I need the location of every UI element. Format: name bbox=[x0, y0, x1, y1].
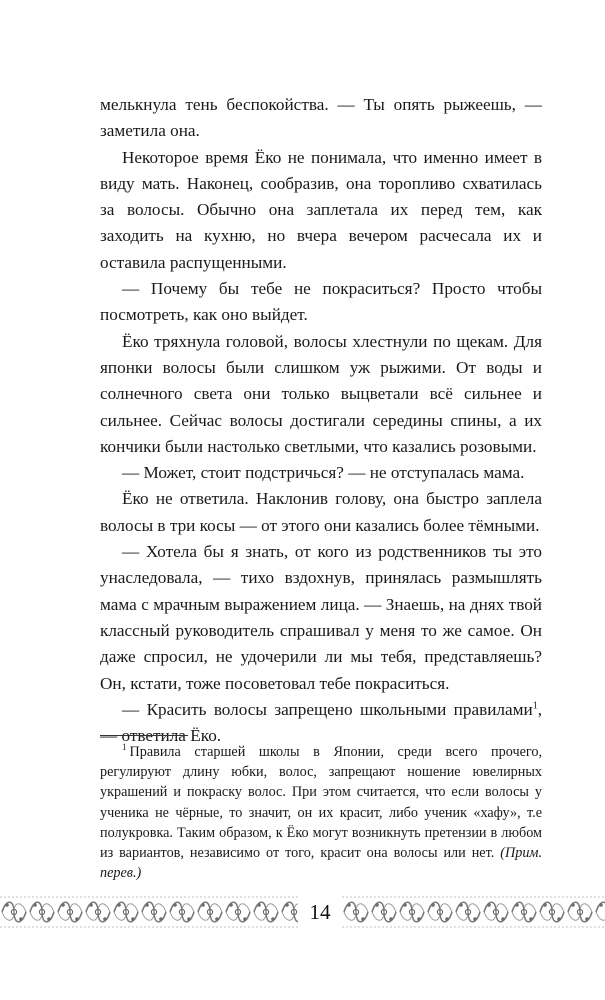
body-text bbox=[100, 92, 542, 749]
paragraph: Ёко не ответила. Наклонив голову, она быстро заплела волосы в три косы — от этого они казались более тёмными. bbox=[100, 489, 542, 535]
footnote-reference: 1 bbox=[532, 700, 538, 712]
footnote-divider bbox=[100, 735, 188, 736]
paragraph-text-end: , — ответила Ёко. bbox=[100, 699, 542, 746]
ornament-right bbox=[342, 893, 605, 931]
paragraph: — Хотела бы я знать, от кого из родственников ты это унаследовала, — тихо вздохнув, принялась размышлять мама с мрачным выражением лица. — Знаешь, на днях твой классный руководитель спрашивал у меня то же самое. Он даже спросил, не удочерили ли мы тебя, представляешь? Он, кстати, тоже посоветовал тебе покраситься. bbox=[100, 542, 542, 693]
ornament-left bbox=[0, 893, 298, 931]
footnote-marker: 1 bbox=[122, 742, 127, 753]
translator-note: (Прим. перев.) bbox=[100, 845, 543, 882]
paragraph: Ёко тряхнула головой, волосы хлестнули по щекам. Для японки волосы были слишком уж рыжими. От воды и солнечного света они только выцветали всё сильнее и сильнее. Сейчас волосы достигали середины спины, а их кончики были настолько светлыми, что казались розовыми. bbox=[100, 331, 542, 456]
page-number: 14 bbox=[309, 900, 331, 924]
paragraph: Некоторое время Ёко не понимала, что именно имеет в виду мать. Наконец, сообразив, она торопливо схватилась за волосы. Обычно она заплетала их перед тем, как заходить на кухню, но вчера вечером расчесала их и оставила распущенными. bbox=[100, 147, 542, 272]
paragraph: — Почему бы тебе не покраситься? Просто чтобы посмотреть, как оно выйдет. bbox=[100, 279, 542, 325]
paragraph: — Может, стоит подстричься? — не отступалась мама. bbox=[122, 463, 525, 483]
footnote-text: Правила старшей школы в Японии, среди всего прочего, регулируют длину юбки, волос, запрещают ношение ювелирных украшений и покраску волос. При этом считается, что если волосы у ученика не чёрные, то значит, он их красит, либо ученик «хафу», т.е полукровка. Таким образом, к Ёко могут возникнуть претензии в любом из вариантов, независимо от того, красит она волосы или нет. bbox=[100, 744, 542, 862]
paragraph: мелькнула тень беспокойства. — Ты опять рыжеешь, — заметила она. bbox=[100, 95, 542, 141]
footnote bbox=[100, 742, 542, 883]
paragraph-text: — Красить волосы запрещено школьными правилами bbox=[122, 699, 533, 719]
